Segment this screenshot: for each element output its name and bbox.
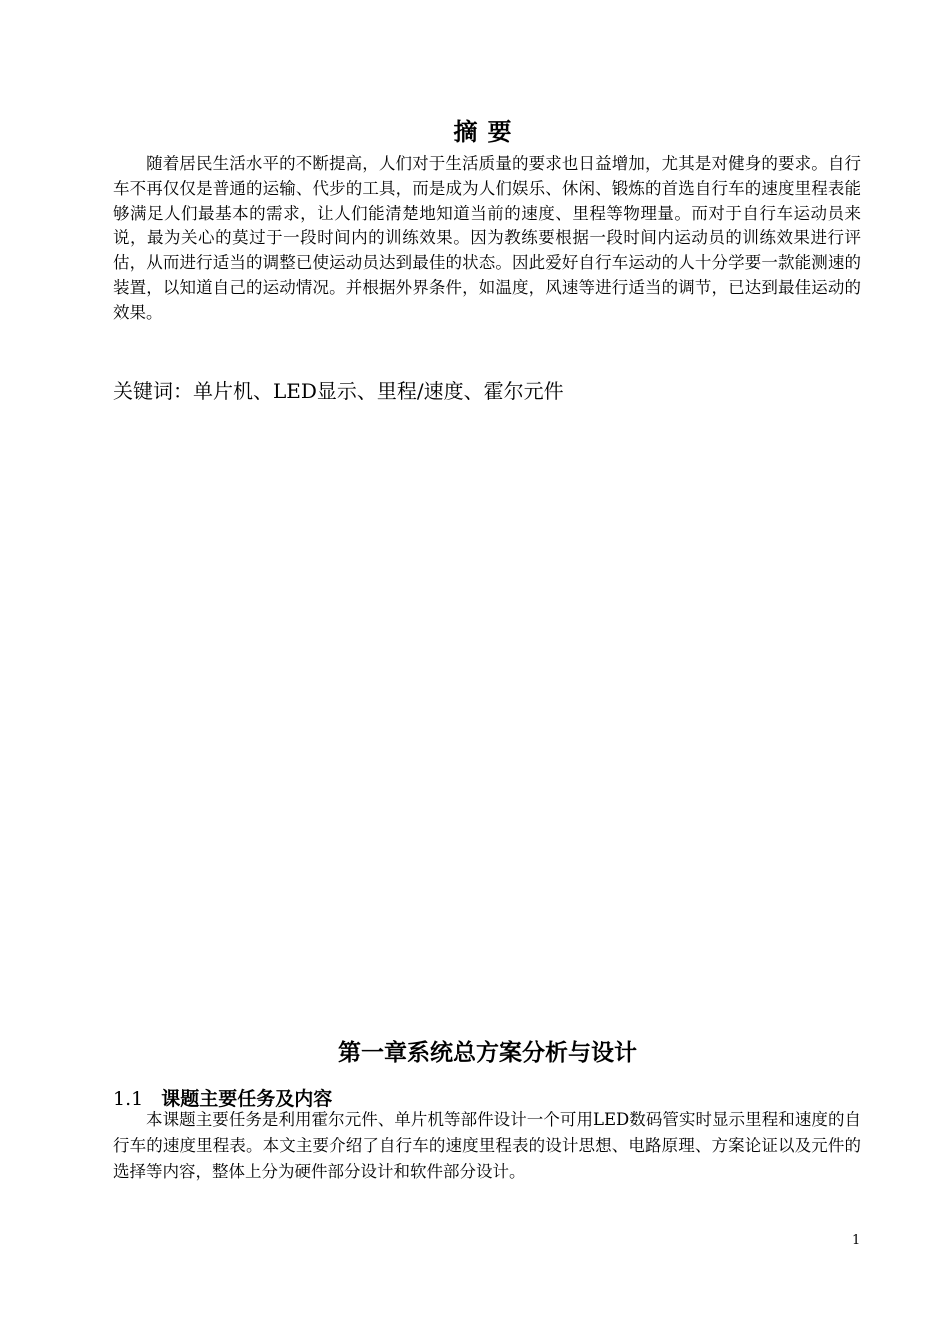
abstract-body: [113, 152, 861, 326]
page-number: 1: [852, 1233, 861, 1248]
section-title: 课题主要任务及内容: [161, 1088, 333, 1110]
section-number: 1.1: [113, 1088, 144, 1110]
section-body-text: 本课题主要任务是利用霍尔元件、单片机等部件设计一个可用LED数码管实时显示里程和速度的自行车的速度里程表。本文主要介绍了自行车的速度里程表的设计思想、电路原理、方案论证以及元件的选择等内容，整体上分为硬件部分设计和软件部分设计。: [113, 1110, 861, 1181]
chapter-title: 第一章系统总方案分析与设计: [338, 1039, 637, 1066]
keywords: 关键词：单片机、LED显示、里程/速度、霍尔元件: [113, 379, 564, 403]
abstract-body-text: 随着居民生活水平的不断提高，人们对于生活质量的要求也日益增加，尤其是对健身的要求。自行车不再仅仅是普通的运输、代步的工具，而是成为人们娱乐、休闲、锻炼的首选自行车的速度里程表能够满足人们最基本的需求，让人们能清楚地知道当前的速度、里程等物理量。而对于自行车运动员来说，最为关心的莫过于一段时间内的训练效果。因为教练要根据一段时间内运动员的训练效果进行评估，从而进行适当的调整已使运动员达到最佳的状态。因此爱好自行车运动的人十分学要一款能测速的装置，以知道自己的运动情况。并根据外界条件，如温度，风速等进行适当的调节，已达到最佳运动的效果。: [113, 154, 861, 322]
section-body: [113, 1107, 861, 1185]
abstract-title: 摘要: [453, 117, 522, 146]
